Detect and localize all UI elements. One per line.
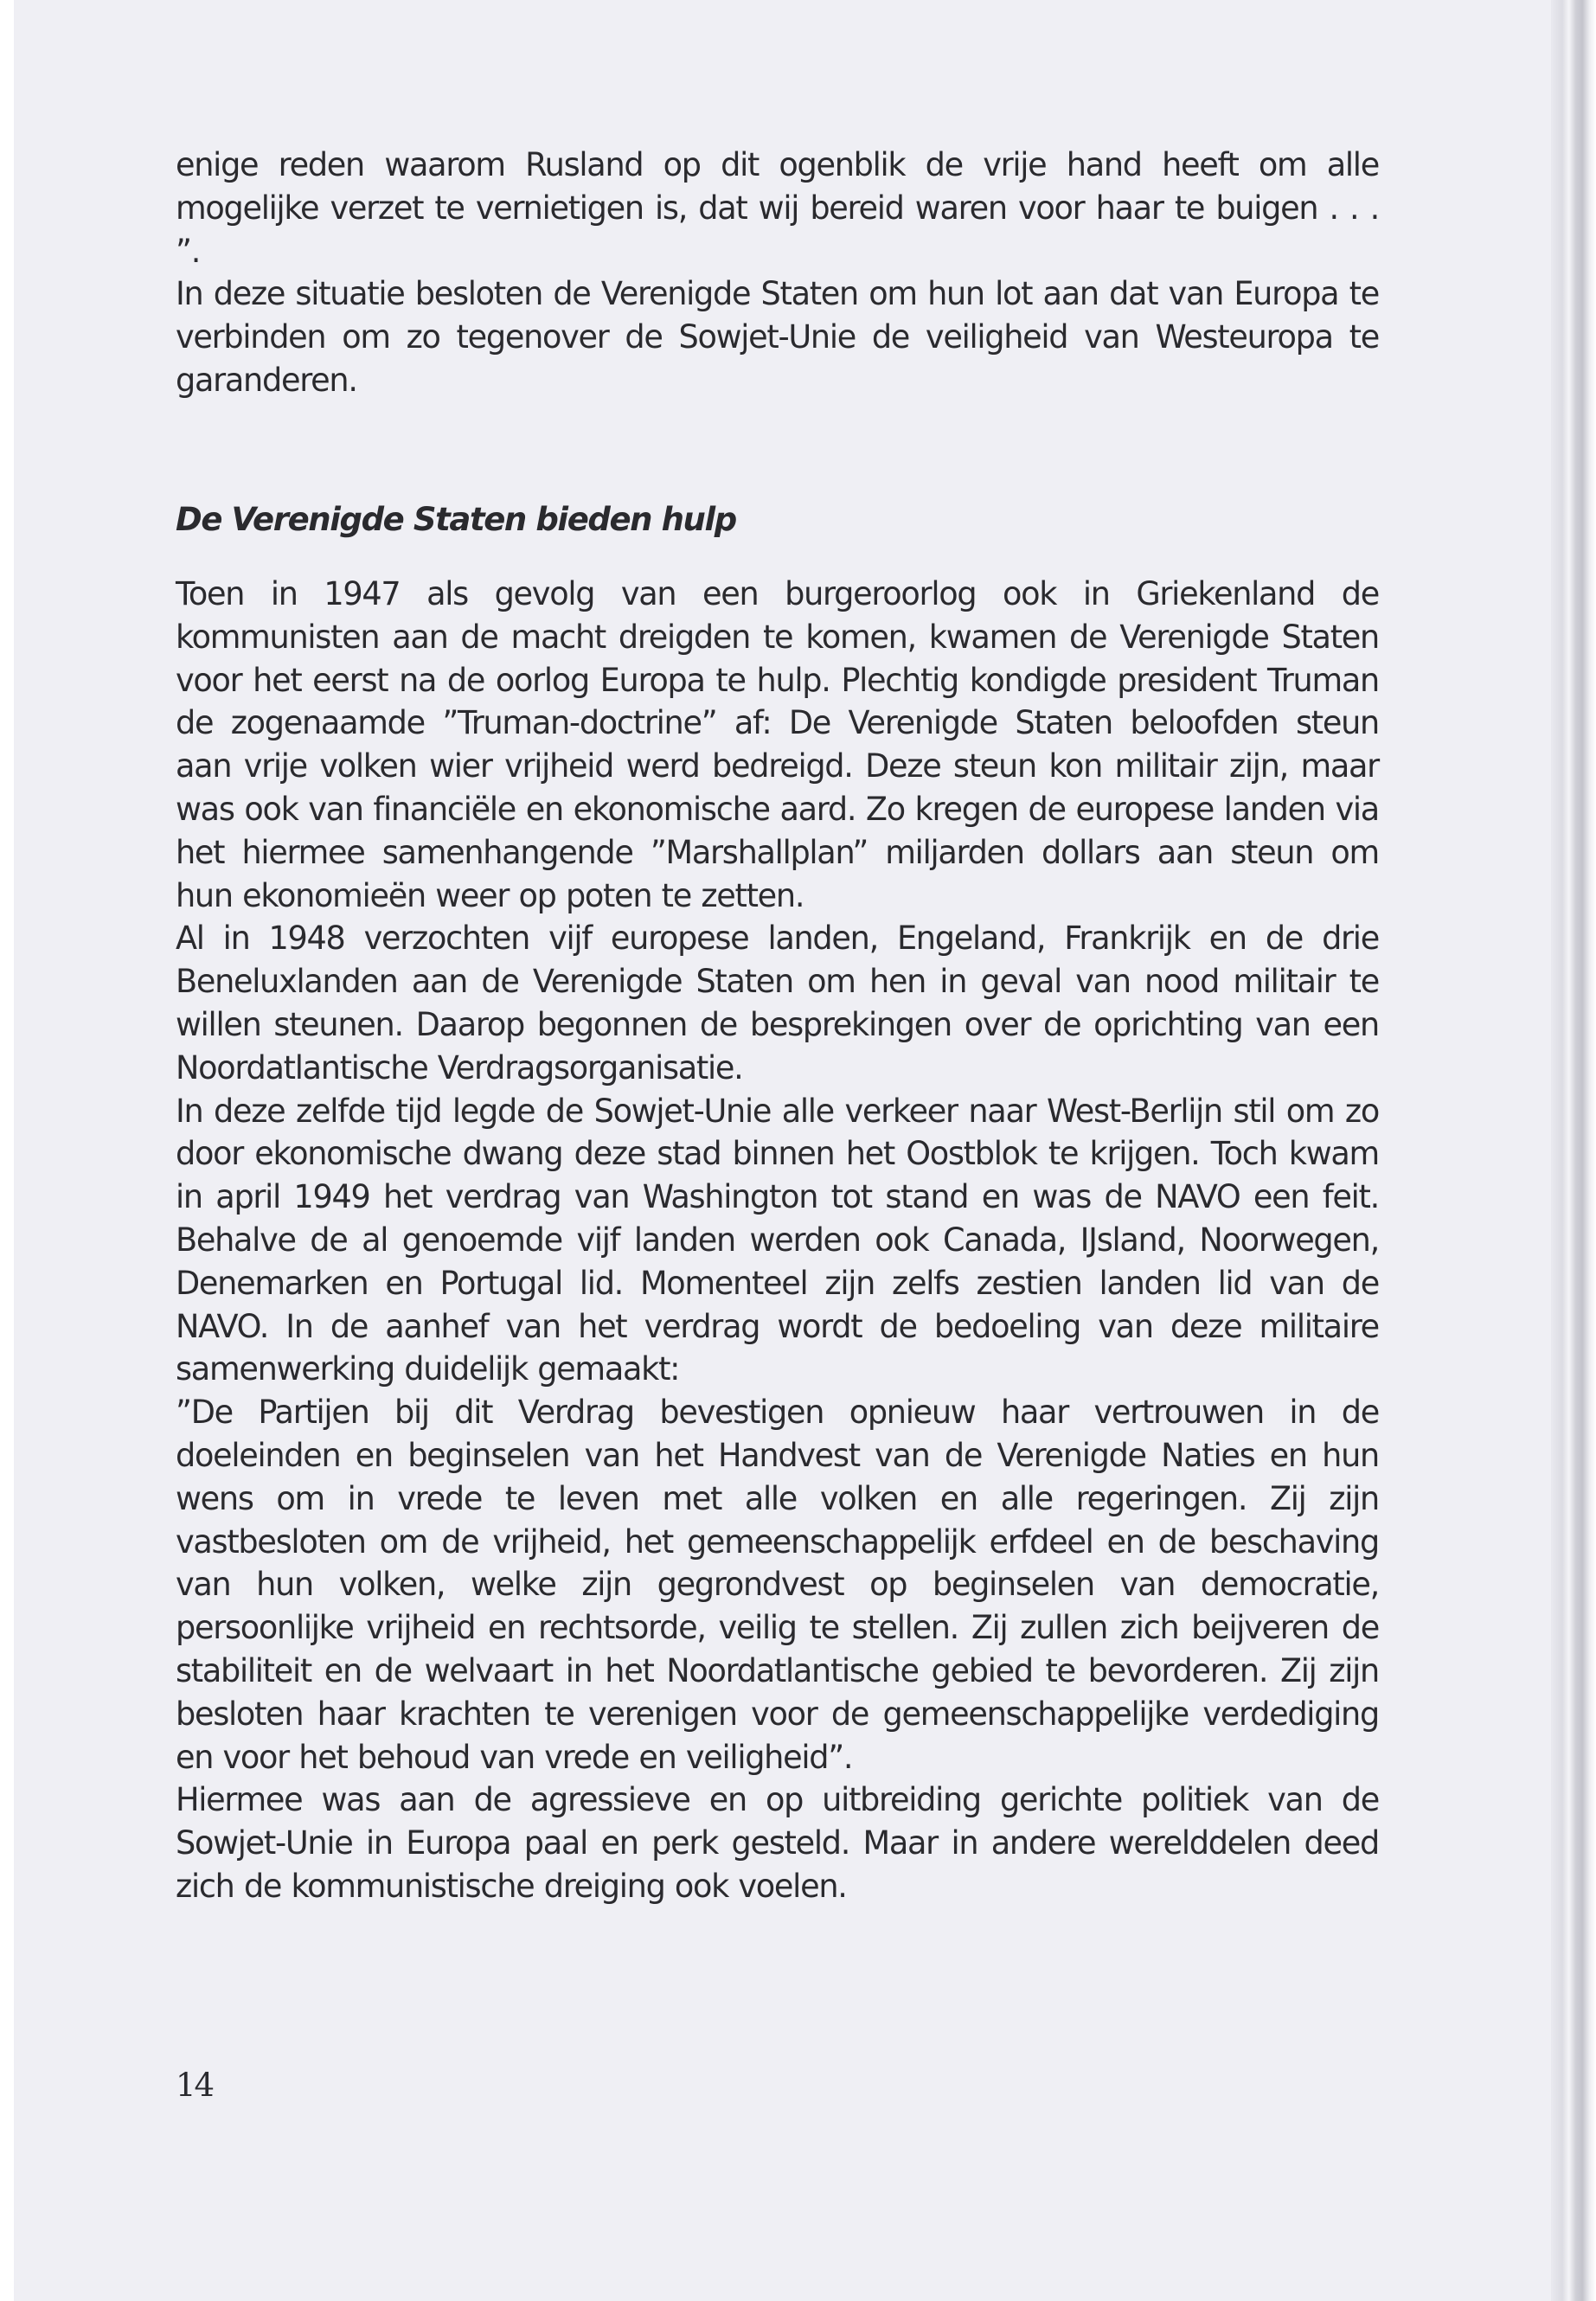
paragraph-1948-request: Al in 1948 verzochten vijf europese landen, Engeland, Frankrijk en de drie Beneluxlanden aan de Verenigde Staten om hen in geval van nood militair te willen steunen. Daarop begonnen de besprekingen over de oprichting van een Noordatlantische Verdragsorganisatie. xyxy=(176,920,1379,1086)
intro-paragraph-quote-end: enige reden waarom Rusland op dit ogenblik de vrije hand heeft om alle mogelijke verzet te vernietigen is, dat wij bereid waren voor haar te buigen . . . ”. xyxy=(176,146,1379,270)
paragraph-treaty-preamble: ”De Partijen bij dit Verdrag bevestigen opnieuw haar vertrouwen in de doeleinden en beginselen van het Handvest van de Verenigde Naties en hun wens om in vrede te leven met alle volken en alle regeringen. Zij zijn vastbesloten om de vrijheid, het gemeenschappelijk erfdeel en de beschaving van hun volken, welke zijn gegrondvest op beginselen van democratie, persoonlijke vrijheid en rechtsorde, veilig te stellen. Zij zullen zich beijveren de stabiliteit en de welvaart in het Noordatlantische gebied te bevorderen. Zij zijn besloten haar krachten te verenigen voor de gemeenschappelijke verdediging en voor het behoud van vrede en veiligheid”. xyxy=(176,1394,1379,1776)
paragraph-conclusion: Hiermee was aan de agressieve en op uitbreiding gerichte politiek van de Sowjet-Unie in Europa paal en perk gesteld. Maar in andere werelddelen deed zich de kommunistische dreiging ook voelen. xyxy=(176,1781,1379,1905)
intro-section xyxy=(176,144,1391,402)
section-heading: De Verenigde Staten bieden hulp xyxy=(176,501,736,538)
intro-paragraph-us-decision: In deze situatie besloten de Verenigde Staten om hun lot aan dat van Europa te verbinden om zo tegenover de Sowjet-Unie de veiligheid van Westeuropa te garanderen. xyxy=(176,275,1379,399)
paragraph-berlin-navo: In deze zelfde tijd legde de Sowjet-Unie alle verkeer naar West-Berlijn stil om zo door ekonomische dwang deze stad binnen het Oostblok te krijgen. Toch kwam in april 1949 het verdrag van Washington tot stand en was de NAVO een feit. Behalve de al genoemde vijf landen werden ook Canada, IJsland, Noorwegen, Denemarken en Portugal lid. Momenteel zijn zelfs zestien landen lid van de NAVO. In de aanhef van het verdrag wordt de bedoeling van deze militaire samenwerking duidelijk gemaakt: xyxy=(176,1092,1379,1388)
section-heading-wrap xyxy=(176,498,1391,542)
page-edge-shadow xyxy=(1551,0,1596,2301)
paragraph-truman-doctrine: Toen in 1947 als gevolg van een burgeroorlog ook in Griekenland de kommunisten aan de macht dreigden te komen, kwamen de Verenigde Staten voor het eerst na de oorlog Europa te hulp. Plechtig kondigde president Truman de zogenaamde ”Truman-doctrine” af: De Verenigde Staten beloofden steun aan vrije volken wier vrijheid werd bedreigd. Deze steun kon militair zijn, maar was ook van financiële en ekonomische aard. Zo kregen de europese landen via het hiermee samenhangende ”Marshallplan” miljarden dollars aan steun om hun ekonomieën weer op poten te zetten. xyxy=(176,575,1379,914)
page-number: 14 xyxy=(176,2067,214,2104)
section-body xyxy=(176,573,1391,1908)
